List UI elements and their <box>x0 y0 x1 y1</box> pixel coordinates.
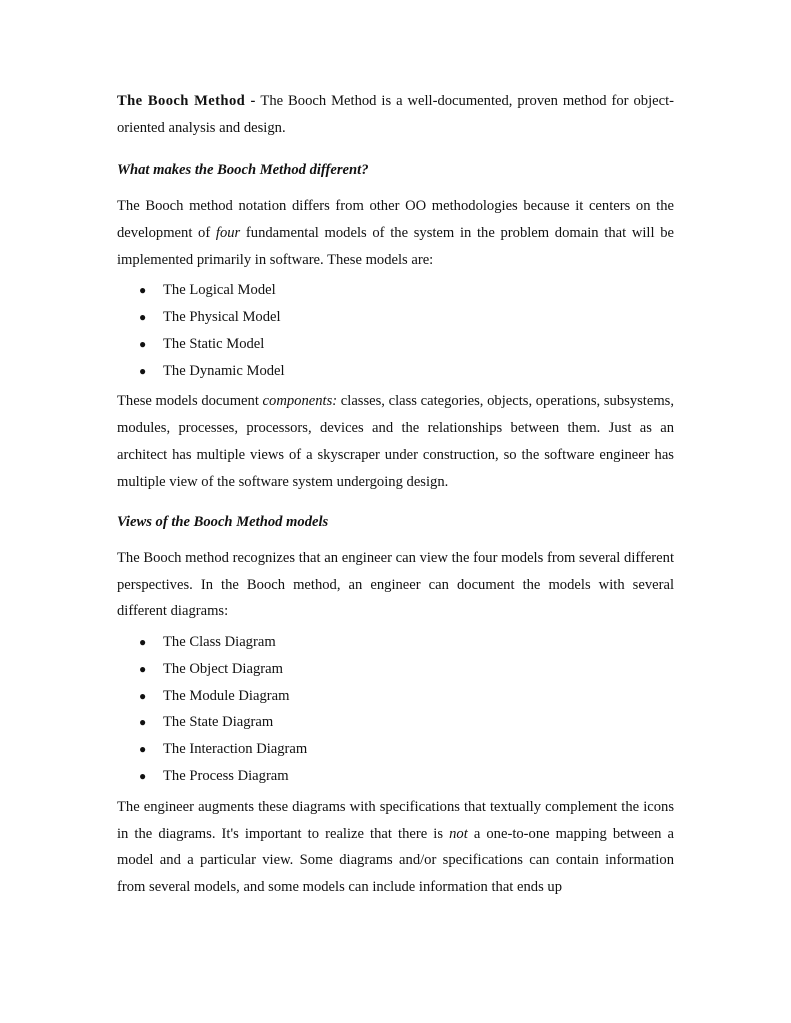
list-item <box>117 709 674 736</box>
section1-para2-text-a: These models document <box>117 393 263 410</box>
bullet-icon: ● <box>139 283 147 298</box>
list-item-label: The Logical Model <box>163 282 276 299</box>
intro-text: The Booch Method is a well-documented, proven method for object-oriented analysis and design. <box>117 93 674 136</box>
list-item <box>117 736 674 763</box>
section2-paragraph1: The Booch method recognizes that an engineer can view the four models from several different perspectives. In the Booch method, an engineer can document the models with several different diagrams: <box>117 549 674 620</box>
bullet-icon: ● <box>139 688 147 703</box>
list-item <box>117 683 674 710</box>
intro-term: The Booch Method - <box>117 93 256 109</box>
list-item <box>117 656 674 683</box>
bullet-icon: ● <box>139 715 147 730</box>
section2-para2-text-b: a one-to-one mapping between a model and a particular view. Some diagrams and/or specifications can contain information from several models, and some models can include information that ends up <box>117 825 674 895</box>
section1-para2-text-b: classes, class categories, objects, operations, subsystems, modules, processes, processors, devices and the relationships between them. Just as an architect has multiple views of a skyscraper under construction, so the software engineer has multiple view of the software system undergoing design. <box>117 393 675 490</box>
list-item-label: The Interaction Diagram <box>163 741 308 758</box>
section1-para2-emphasis: components: <box>262 393 338 410</box>
document-page <box>117 88 674 905</box>
section2-heading: Views of the Booch Method models <box>117 514 329 531</box>
intro-paragraph <box>117 88 674 141</box>
bullet-icon: ● <box>139 336 147 351</box>
list-item-label: The Class Diagram <box>163 634 276 651</box>
section1-para1-emphasis: four <box>215 224 241 241</box>
section1-heading: What makes the Booch Method different? <box>117 162 369 179</box>
list-item <box>117 277 674 304</box>
list-item-label: The Object Diagram <box>163 660 283 677</box>
section1-paragraph1 <box>117 193 674 273</box>
list-item <box>117 629 674 656</box>
section1-para1-text-a: The Booch method notation differs from other OO methodologies because it centers on the development of <box>117 198 674 241</box>
list-item-label: The Module Diagram <box>163 687 290 704</box>
section2-paragraph2 <box>117 794 674 901</box>
list-item-label: The Static Model <box>163 335 265 352</box>
list-item-label: The Dynamic Model <box>163 362 285 379</box>
models-list <box>117 277 674 384</box>
section2-para2-text-a: The engineer augments these diagrams with specifications that textually complement the icons in the diagrams. It's important to realize that there is <box>117 798 674 842</box>
bullet-icon: ● <box>139 769 147 784</box>
section2-para2-emphasis: not <box>449 825 468 842</box>
bullet-icon: ● <box>139 363 147 378</box>
bullet-icon: ● <box>139 635 147 650</box>
section1-para1-text-b: fundamental models of the system in the problem domain that will be implemented primarily in software. These models are: <box>117 224 674 268</box>
list-item <box>117 331 674 358</box>
bullet-icon: ● <box>139 310 147 325</box>
diagrams-list <box>117 629 674 790</box>
list-item <box>117 358 674 385</box>
bullet-icon: ● <box>139 661 147 676</box>
section1-paragraph2 <box>117 388 674 495</box>
list-item-label: The Process Diagram <box>163 768 289 785</box>
list-item <box>117 304 674 331</box>
list-item <box>117 763 674 790</box>
bullet-icon: ● <box>139 742 147 757</box>
list-item-label: The State Diagram <box>163 714 274 731</box>
list-item-label: The Physical Model <box>163 309 281 326</box>
